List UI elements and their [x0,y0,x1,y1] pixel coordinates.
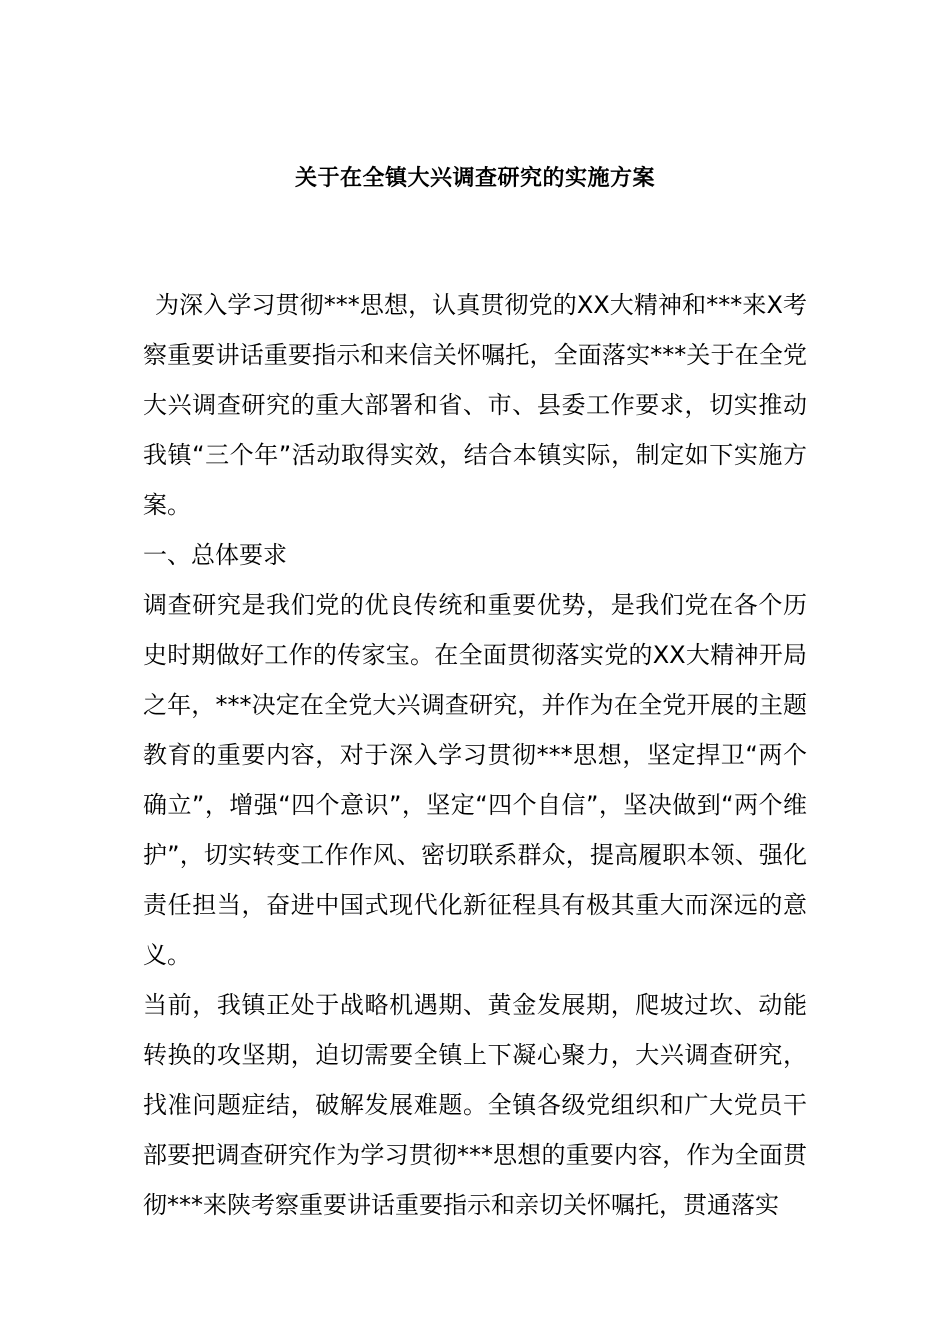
intro-paragraph: 为深入学习贯彻***思想，认真贯彻党的XX大精神和***来X考察重要讲话重要指示和来信关怀嘱托，全面落实***关于在全党大兴调查研究的重大部署和省、市、县委工作要求，切实推动我镇“三个年”活动取得实效，结合本镇实际，制定如下实施方案。 [143,291,807,519]
body-paragraph: 调查研究是我们党的优良传统和重要优势，是我们党在各个历史时期做好工作的传家宝。在全面贯彻落实党的XX大精神开局之年，***决定在全党大兴调查研究，并作为在全党开展的主题教育的重要内容，对于深入学习贯彻***思想，坚定捍卫“两个确立”，增强“四个意识”，坚定“四个自信”，坚决做到“两个维护”，切实转变工作作风、密切联系群众，提高履职本领、强化责任担当，奋进中国式现代化新征程具有极其重大而深远的意义。 [143,591,807,969]
section-heading: 一、总体要求 [143,541,287,569]
document-body [143,280,807,1230]
document-title: 关于在全镇大兴调查研究的实施方案 [294,166,655,191]
body-paragraph: 当前，我镇正处于战略机遇期、黄金发展期，爬坡过坎、动能转换的攻坚期，迫切需要全镇上下凝心聚力，大兴调查研究，找准问题症结，破解发展难题。全镇各级党组织和广大党员干部要把调查研究作为学习贯彻***思想的重要内容，作为全面贯彻***来陕考察重要讲话重要指示和亲切关怀嘱托，贯通落实 [143,991,807,1219]
